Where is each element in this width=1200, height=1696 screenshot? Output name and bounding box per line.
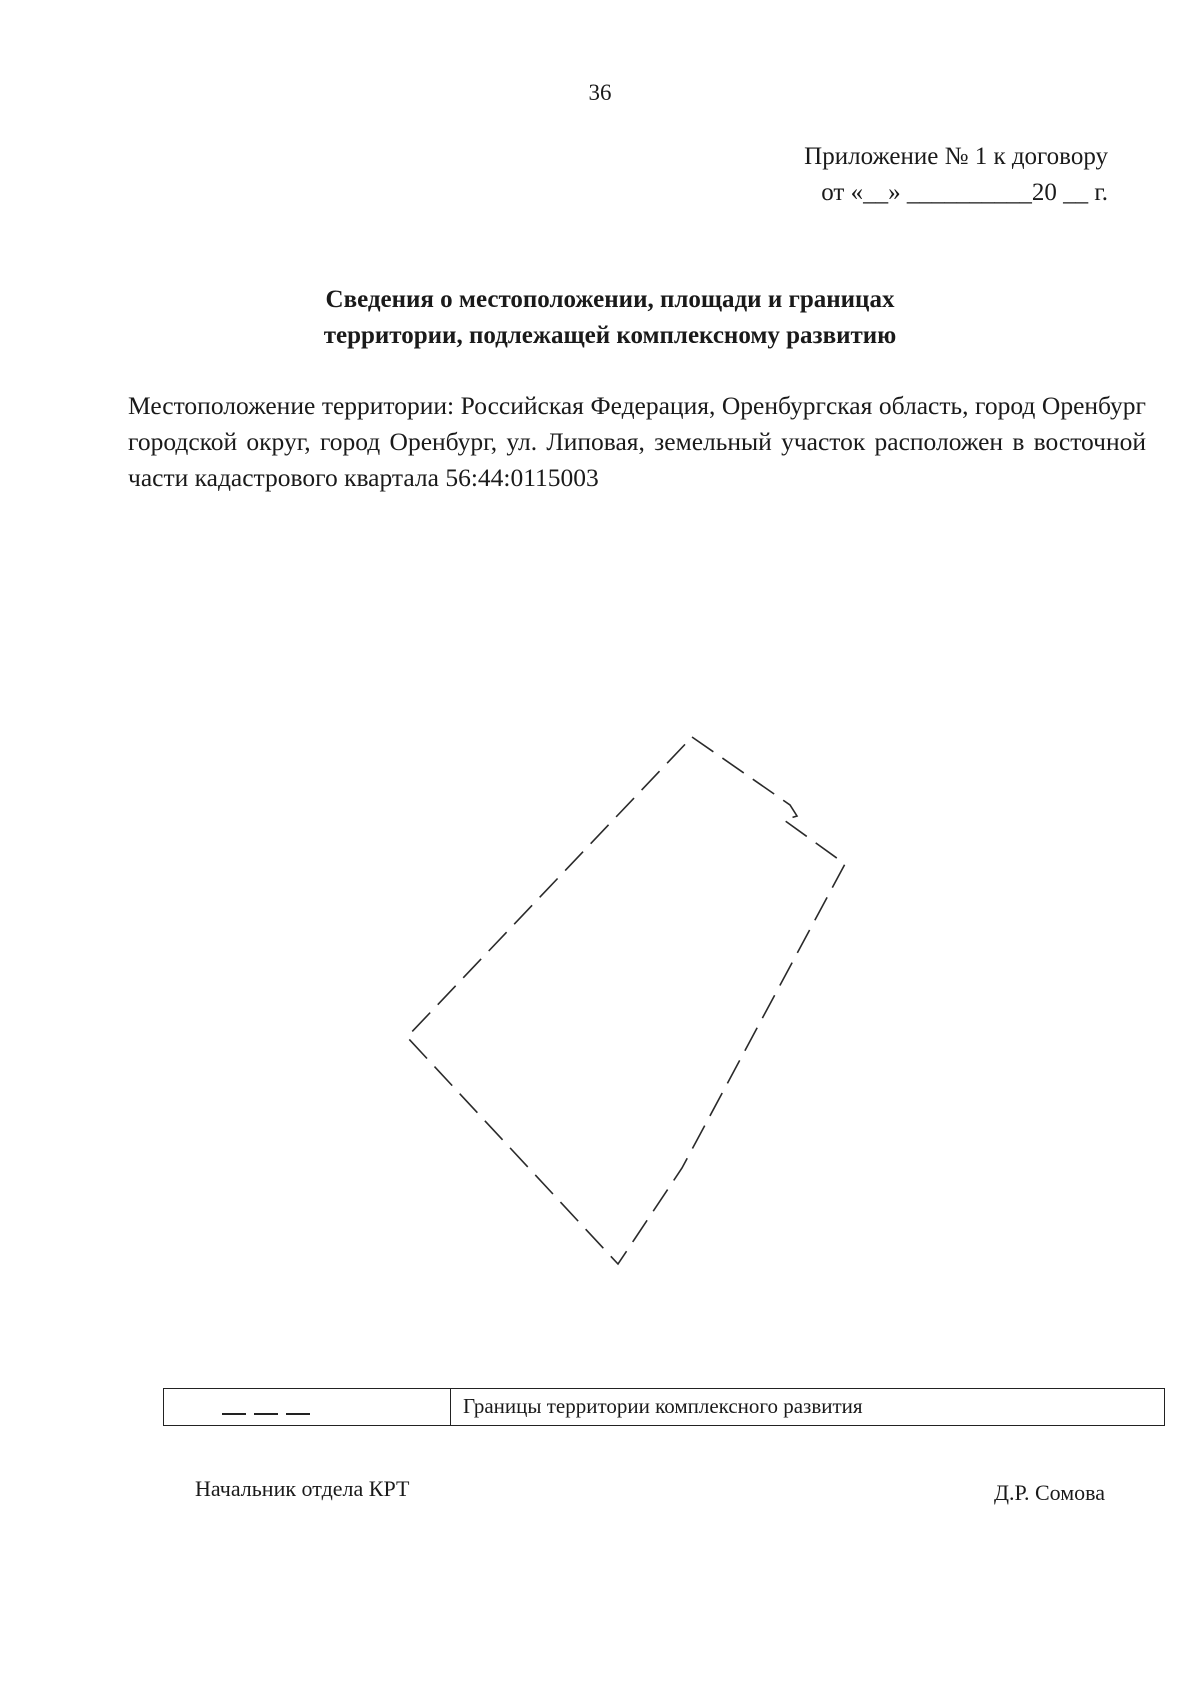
signer-name: Д.Р. Сомова: [993, 1480, 1105, 1505]
signer-position: Начальник отдела КРТ: [195, 1476, 410, 1501]
legend-table: [163, 1388, 1165, 1426]
dashed-line-icon: [164, 1389, 450, 1425]
document-title-line-1: Сведения о местоположении, площади и границах: [325, 286, 895, 313]
appendix-line-2: от «__» __________20 __ г.: [821, 179, 1108, 206]
legend-symbol-cell: [164, 1389, 451, 1425]
page-number: 36: [588, 80, 612, 105]
location-description: Местоположение территории: Российская Федерация, Оренбургская область, город Оренбург городской округ, город Оренбург, ул. Липовая, земельный участок расположен в восточной части кадастрового квартала 56:44:0115003: [128, 391, 1146, 492]
territory-boundary-polygon: [407, 737, 845, 1264]
legend-label: Границы территории комплексного развития: [463, 1394, 863, 1418]
document-title: [150, 282, 1070, 354]
appendix-line-1: Приложение № 1 к договору: [804, 143, 1108, 170]
appendix-reference: [688, 139, 1108, 211]
document-title-line-2: территории, подлежащей комплексному развитию: [323, 322, 897, 349]
